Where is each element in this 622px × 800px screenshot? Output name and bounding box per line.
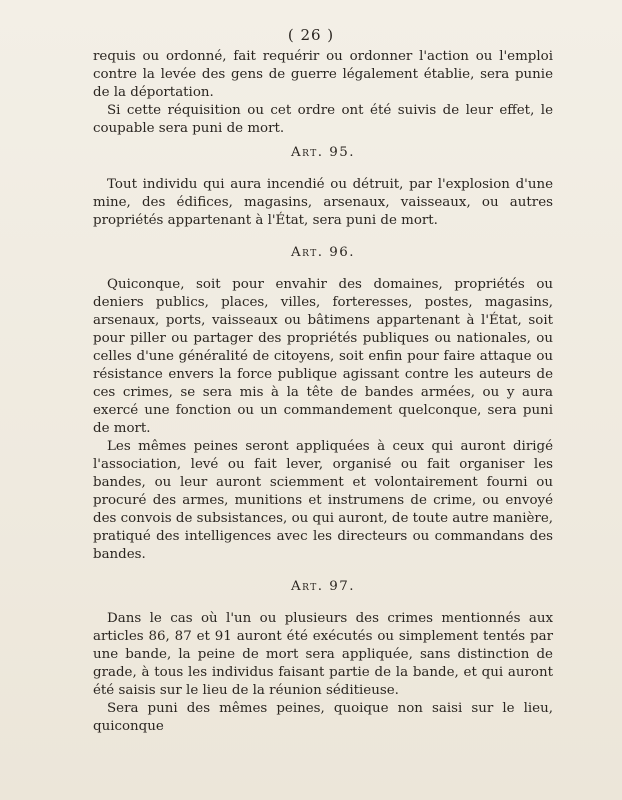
body-text [93,48,553,736]
article-heading-96: Art. 96. [290,245,356,260]
paragraph: Les mêmes peines seront appliquées à ceux qui auront dirigé l'association, levé ou fait lever, organisé ou fait organiser les bandes, ou leur auront sciemment et volontairement fourni ou procuré des armes, munitions et instrumens de crime, ou envoyé des convois de subsistances, ou qui auront, de toute autre manière, pratiqué des intelligences avec les directeurs ou commandans des bandes. [93,439,553,562]
article-heading-95: Art. 95. [290,145,356,160]
article-heading-97: Art. 97. [290,579,356,594]
paragraph: requis ou ordonné, fait requérir ou ordonner l'action ou l'emploi contre la levée des gens de guerre légalement établie, sera punie de la déportation. [93,49,553,100]
paragraph: Si cette réquisition ou cet ordre ont été suivis de leur effet, le coupable sera puni de mort. [93,103,553,136]
paragraph: Quiconque, soit pour envahir des domaines, propriétés ou deniers publics, places, villes, forteresses, postes, magasins, arsenaux, ports, vaisseaux ou bâtimens appartenant à l'État, soit pour piller ou partager des propriétés publiques ou nationales, ou celles d'une généralité de citoyens, soit enfin pour faire attaque ou résistance envers la force publique agissant contre les auteurs de ces crimes, se sera mis à la tête de bandes armées, ou y aura exercé une fonction ou un commandement quelconque, sera puni de mort. [93,277,553,436]
paragraph: Tout individu qui aura incendié ou détruit, par l'explosion d'une mine, des édifices, magasins, arsenaux, vaisseaux, ou autres propriétés appartenant à l'État, sera puni de mort. [93,177,553,228]
paragraph: Sera puni des mêmes peines, quoique non saisi sur le lieu, quiconque [93,701,553,734]
page-number: ( 26 ) [287,26,335,44]
paragraph: Dans le cas où l'un ou plusieurs des crimes mentionnés aux articles 86, 87 et 91 auront été exécutés ou simplement tentés par une bande, la peine de mort sera appliquée, sans distinction de grade, à tous les individus faisant partie de la bande, et qui auront été saisis sur le lieu de la réunion séditieuse. [93,611,553,698]
